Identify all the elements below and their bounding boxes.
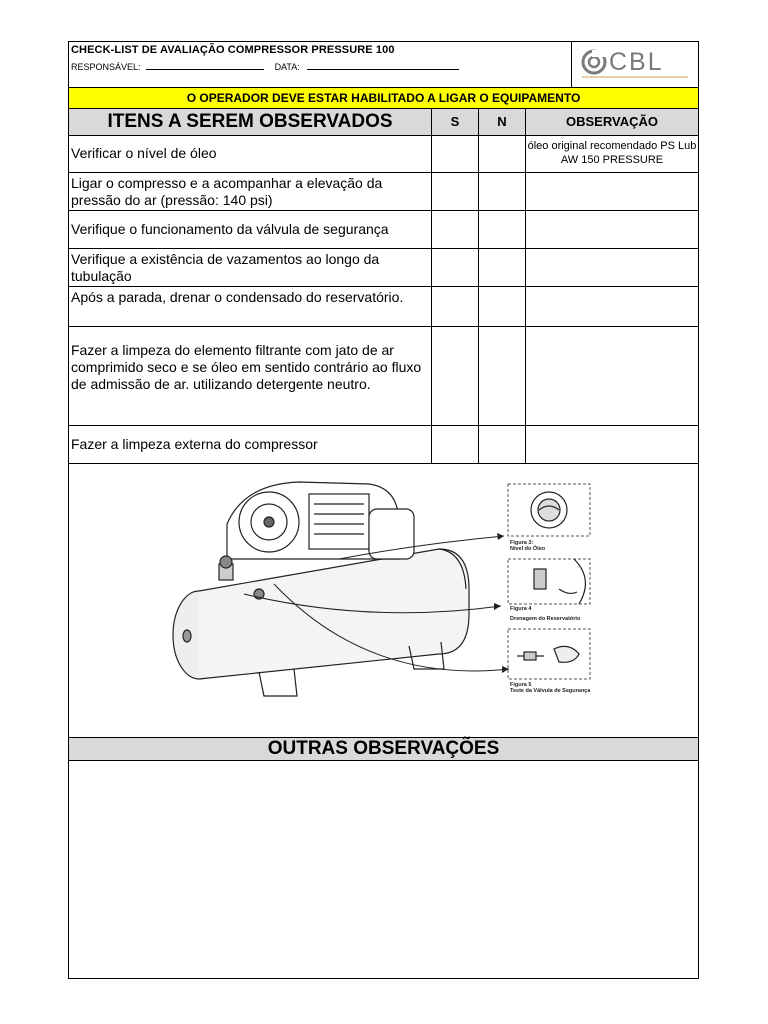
cbl-logo-icon — [572, 42, 698, 86]
header-fields — [71, 61, 459, 72]
table-row-item: Fazer a limpeza externa do compressor — [71, 436, 318, 452]
check-s[interactable] — [432, 426, 478, 463]
check-n[interactable] — [479, 426, 525, 463]
responsavel-label: RESPONSÁVEL: — [71, 62, 141, 72]
compressor-illustration — [69, 464, 698, 727]
table-header — [69, 109, 698, 136]
check-n[interactable] — [479, 173, 525, 210]
col-observacao: OBSERVAÇÃO — [566, 114, 658, 129]
fig4-caption: Drenagem do Reservatório — [510, 616, 581, 622]
check-s[interactable] — [432, 287, 478, 326]
check-s[interactable] — [432, 136, 478, 172]
row-line — [69, 425, 698, 426]
data-label: DATA: — [274, 62, 300, 72]
check-n[interactable] — [479, 136, 525, 172]
row-line — [69, 210, 698, 211]
data-field[interactable] — [307, 61, 459, 70]
compressor-drawing — [69, 464, 698, 727]
check-s[interactable] — [432, 211, 478, 248]
check-n[interactable] — [479, 287, 525, 326]
fig3-label: Figura 3: — [510, 540, 534, 546]
row-line — [69, 286, 698, 287]
check-n[interactable] — [479, 211, 525, 248]
cbl-logo — [572, 42, 698, 86]
table-row-item: Verifique o funcionamento da válvula de segurança — [71, 221, 389, 237]
check-n[interactable] — [479, 327, 525, 425]
header — [69, 42, 698, 88]
table-row-item: Verificar o nível de óleo — [71, 145, 217, 161]
table-row-item: Ligar o compresso e a acompanhar a elevação da pressão do ar (pressão: 140 psi) — [71, 175, 383, 208]
document-title: CHECK-LIST DE AVALIAÇÃO COMPRESSOR PRESSURE 100 — [71, 44, 395, 56]
row-line — [69, 326, 698, 327]
outras-observacoes-area[interactable] — [69, 761, 698, 978]
table-row-item: Após a parada, drenar o condensado do reservatório. — [71, 289, 404, 305]
fig3-caption: Nível do Óleo — [510, 546, 546, 552]
responsavel-field[interactable] — [146, 61, 264, 70]
table-row-obs: óleo original recomendado PS Lub AW 150 PRESSURE — [527, 140, 697, 166]
fig5-caption: Teste da Válvula de Segurança — [510, 688, 591, 694]
col-items: ITENS A SEREM OBSERVADOS — [107, 111, 393, 132]
col-n: N — [497, 114, 507, 129]
checklist-sheet — [68, 41, 699, 979]
table-row-item: Fazer a limpeza do elemento filtrante com jato de ar comprimido seco e se óleo em sentido contrário ao fluxo de admissão de ar. utilizando detergente neutro. — [71, 342, 422, 392]
table-row-item: Verifique a existência de vazamentos ao longo da tubulação — [71, 251, 380, 284]
fig5-label: Figura 5 — [510, 682, 532, 688]
fig4-label: Figura 4 — [510, 606, 532, 612]
row-line — [69, 172, 698, 173]
outras-observacoes-title: OUTRAS OBSERVAÇÕES — [69, 737, 698, 761]
check-s[interactable] — [432, 327, 478, 425]
check-s[interactable] — [432, 173, 478, 210]
row-line — [69, 248, 698, 249]
header-divider — [571, 42, 572, 87]
col-s: S — [450, 114, 460, 129]
check-s[interactable] — [432, 249, 478, 286]
operator-warning: O OPERADOR DEVE ESTAR HABILITADO A LIGAR O EQUIPAMENTO — [69, 88, 698, 109]
logo-text: CBL — [609, 48, 664, 76]
check-n[interactable] — [479, 249, 525, 286]
